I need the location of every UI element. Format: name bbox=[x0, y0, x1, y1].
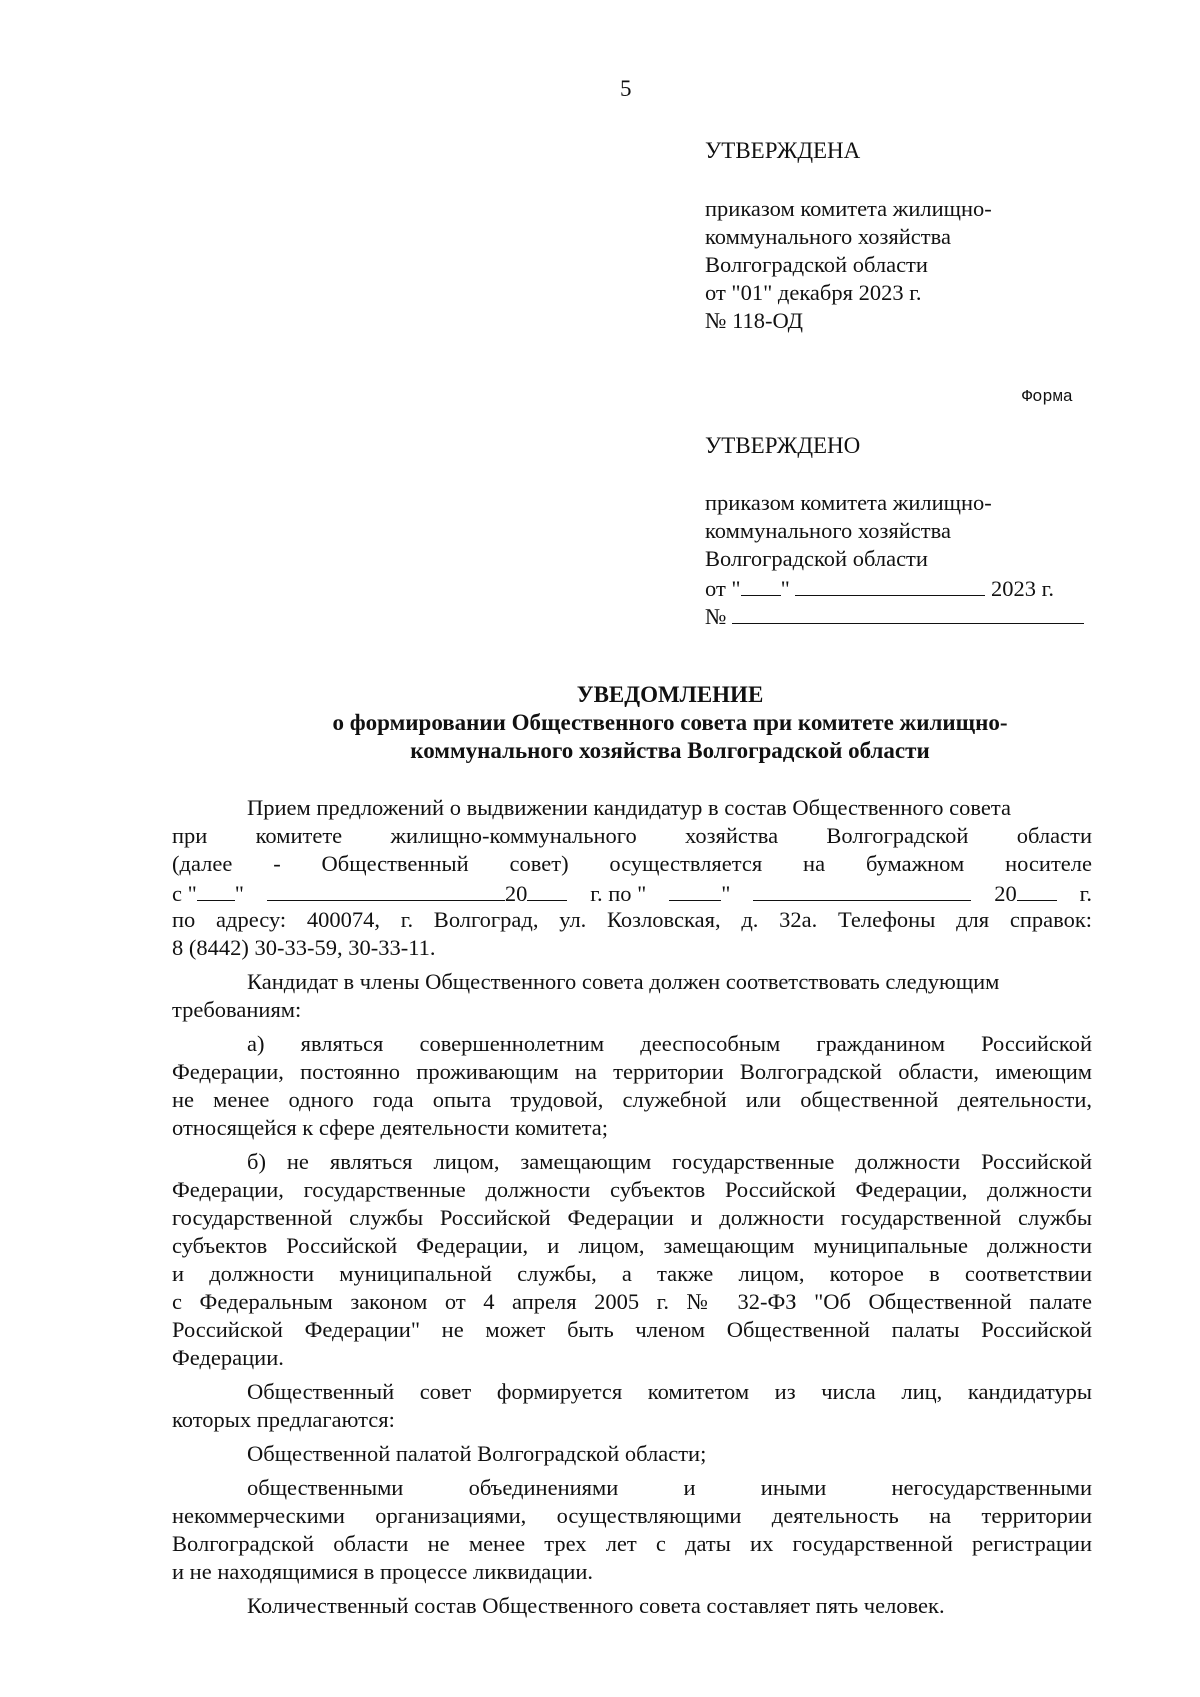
item-b-line: Федерации, государственные должности субъектов Российской Федерации, должности bbox=[172, 1177, 1092, 1202]
para3-line: Количественный состав Общественного совета составляет пять человек. bbox=[247, 1593, 945, 1618]
para1-dates-line bbox=[172, 878, 1092, 906]
notice-body bbox=[172, 794, 1092, 1620]
date-to-quote: " bbox=[721, 881, 731, 906]
to-month-blank bbox=[753, 878, 971, 901]
approval1-line: № 118-ОД bbox=[705, 308, 803, 333]
date-from-prefix: с " bbox=[172, 881, 197, 906]
para1-line: по адресу: 400074, г. Волгоград, ул. Козловская, д. 32а. Телефоны для справок: bbox=[172, 907, 1092, 932]
day-blank bbox=[741, 573, 781, 596]
form-label: Форма bbox=[1022, 388, 1074, 407]
para2-line: требованиям: bbox=[172, 997, 302, 1022]
para1-line: (далее - Общественный совет) осуществляется на бумажном носителе bbox=[172, 851, 1092, 876]
item-b-line: б) не являться лицом, замещающим государственные должности Российской bbox=[247, 1149, 1092, 1174]
para3-line: Общественный совет формируется комитетом из числа лиц, кандидатуры bbox=[247, 1379, 1092, 1404]
para3-line: которых предлагаются: bbox=[172, 1407, 395, 1432]
item-b-line: субъектов Российской Федерации, и лицом, замещающим муниципальные должности bbox=[172, 1233, 1092, 1258]
para3-line: и не находящимися в процессе ликвидации. bbox=[172, 1559, 594, 1584]
para3-line: Волгоградской области не менее трех лет с даты их государственной регистрации bbox=[172, 1531, 1092, 1556]
year-suffix: г. bbox=[1079, 881, 1092, 906]
from-day-blank bbox=[197, 878, 235, 901]
notice-title: УВЕДОМЛЕНИЕ bbox=[576, 682, 764, 707]
approval1-text bbox=[705, 195, 992, 335]
approval1-heading: УТВЕРЖДЕНА bbox=[705, 138, 861, 163]
date-to-year bbox=[994, 878, 1057, 908]
approval2-line: Волгоградской области bbox=[705, 546, 928, 571]
approval1-line: коммунального хозяйства bbox=[705, 224, 951, 249]
item-b-line: с Федеральным законом от 4 апреля 2005 г. № 32-ФЗ "Об Общественной палате bbox=[172, 1289, 1092, 1314]
approval2-date-quote: " bbox=[780, 576, 790, 601]
item-b-line: Российской Федерации" не может быть членом Общественной палаты Российской bbox=[172, 1317, 1092, 1342]
approval2-number-line bbox=[705, 601, 1084, 629]
approval1-line: приказом комитета жилищно- bbox=[705, 196, 992, 221]
date-from-quote: " bbox=[234, 881, 244, 906]
para1-line: 8 (8442) 30-33-59, 30-33-11. bbox=[172, 935, 436, 960]
item-a-line: относящейся к сфере деятельности комитета; bbox=[172, 1115, 609, 1140]
item-a-line: а) являться совершеннолетним дееспособным гражданином Российской bbox=[247, 1031, 1092, 1056]
approval2-date-prefix: от " bbox=[705, 576, 741, 601]
number-blank bbox=[732, 601, 1084, 624]
para3-line: некоммерческими организациями, осуществляющими деятельность на территории bbox=[172, 1503, 1092, 1528]
from-year-blank bbox=[527, 878, 567, 901]
approval1-line: от "01" декабря 2023 г. bbox=[705, 280, 922, 305]
approval2-date-line bbox=[705, 573, 1084, 601]
para3-line: общественными объединениями и иными негосударственными bbox=[247, 1475, 1092, 1500]
page-number: 5 bbox=[620, 76, 632, 101]
to-day-blank bbox=[669, 878, 721, 901]
from-month-blank bbox=[267, 878, 505, 901]
item-a-line: не менее одного года опыта трудовой, служебной или общественной деятельности, bbox=[172, 1087, 1092, 1112]
approval2-text bbox=[705, 489, 1084, 629]
date-to-month bbox=[753, 878, 971, 908]
to-year-blank bbox=[1017, 878, 1057, 901]
year-prefix: 20 bbox=[994, 881, 1017, 906]
approval2-line: приказом комитета жилищно- bbox=[705, 490, 992, 515]
date-from-month bbox=[267, 878, 568, 908]
approval2-heading: УТВЕРЖДЕНО bbox=[705, 433, 861, 458]
date-from bbox=[172, 878, 244, 908]
item-a-line: Федерации, постоянно проживающим на территории Волгоградской области, имеющим bbox=[172, 1059, 1092, 1084]
notice-subtitle-1: о формировании Общественного совета при комитете жилищно- bbox=[332, 710, 1008, 735]
date-to bbox=[669, 878, 730, 908]
item-b-line: и должности муниципальной службы, а также лицом, которое в соответствии bbox=[172, 1261, 1092, 1286]
month-blank bbox=[795, 573, 985, 596]
para2-line: Кандидат в члены Общественного совета должен соответствовать следующим bbox=[247, 969, 1000, 994]
approval1-line: Волгоградской области bbox=[705, 252, 928, 277]
para3-line: Общественной палатой Волгоградской области; bbox=[247, 1441, 707, 1466]
item-b-line: государственной службы Российской Федерации и должности государственной службы bbox=[172, 1205, 1092, 1230]
notice-subtitle-2: коммунального хозяйства Волгоградской области bbox=[410, 738, 930, 763]
approval2-line: коммунального хозяйства bbox=[705, 518, 951, 543]
date-to-prefix: г. по " bbox=[590, 881, 647, 906]
approval2-number-prefix: № bbox=[705, 604, 727, 629]
approval2-date-suffix: 2023 г. bbox=[991, 576, 1054, 601]
para1-line: при комитете жилищно-коммунального хозяйства Волгоградской области bbox=[172, 823, 1092, 848]
para1-line: Прием предложений о выдвижении кандидатур в состав Общественного совета bbox=[247, 795, 1011, 820]
item-b-line: Федерации. bbox=[172, 1345, 284, 1370]
year-prefix: 20 bbox=[504, 881, 528, 906]
